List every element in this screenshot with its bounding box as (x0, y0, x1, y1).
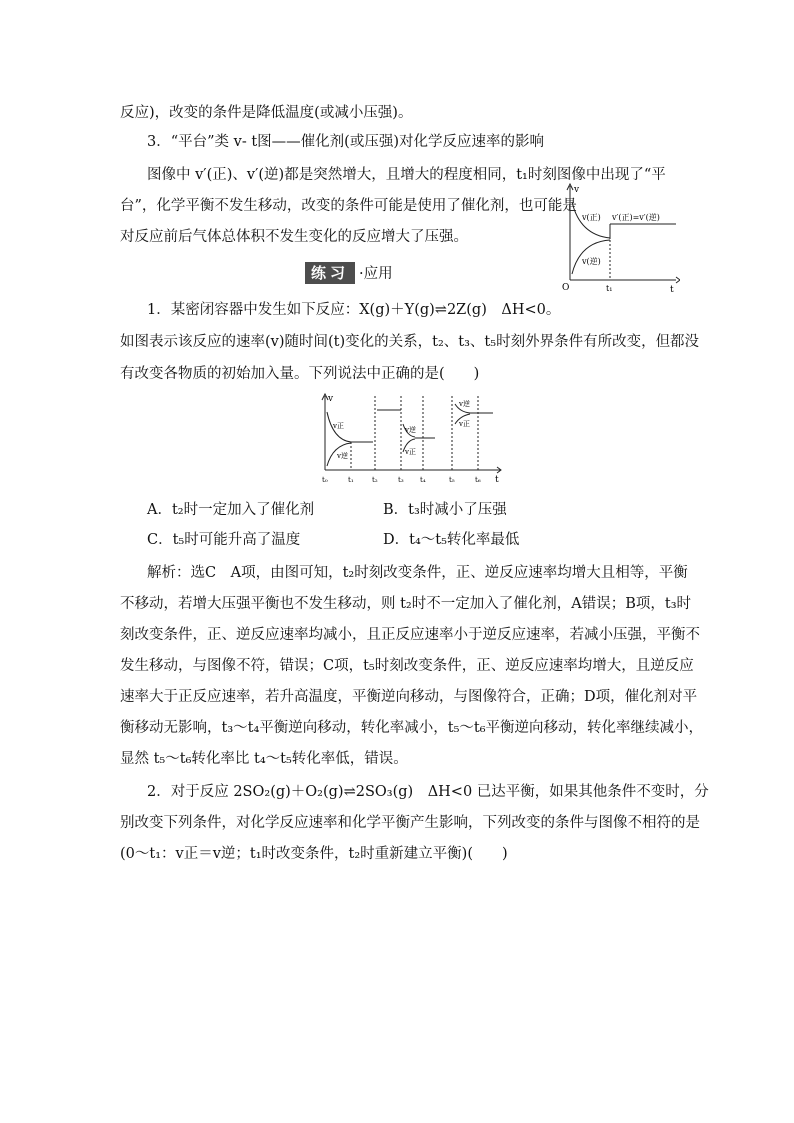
label-vni: v逆 (405, 426, 416, 434)
label-v-eq: v′(正)=v′(逆) (612, 213, 660, 222)
tick-label: t₃ (398, 476, 404, 484)
subheading: 3．“平台”类 v- t图——催化剂(或压强)对化学反应速率的影响 (147, 134, 544, 150)
solution-line: 刻改变条件，正、逆反应速率均减小，且正反应速率小于逆反应速率，若减小压强，平衡不 (120, 627, 700, 643)
solution-line: 不移动，若增大压强平衡也不发生移动，则 t₂时不一定加入了催化剂，A错误；B项，t₃时 (120, 596, 692, 612)
solution-line: 速率大于正反应速率，若升高温度，平衡逆向移动，与图像符合，正确；D项，催化剂对平 (120, 689, 698, 705)
label-vzheng: v正 (459, 420, 470, 428)
text-line: 对反应前后气体总体积不发生变化的反应增大了压强。 (120, 229, 468, 245)
solution-line: 解析：选C A项，由图可知，t₂时刻改变条件，正、逆反应速率均增大且相等，平衡 (147, 565, 688, 581)
solution-line: 衡移动无影响，t₃～t₄平衡逆向移动，转化率减小，t₅～t₆平衡逆向移动，转化率继续减小， (120, 720, 704, 736)
axis-origin: O (562, 283, 570, 293)
label-v-ni: v(逆) (582, 257, 601, 266)
tick-label: t₅ (449, 476, 455, 484)
solution-line: 发生移动，与图像不符，错误；C项，t₅时刻改变条件，正、逆反应速率均增大，且逆反应 (120, 658, 694, 674)
label-vzheng: v正 (333, 422, 344, 430)
solution-line: 显然 t₅～t₆转化率比 t₄～t₅转化率低，错误。 (120, 751, 408, 767)
text-line: 台”，化学平衡不发生移动，改变的条件可能是使用了催化剂，也可能是 (120, 198, 577, 214)
option-c: C．t₅时可能升高了温度 (147, 532, 301, 548)
axis-v: v (328, 394, 334, 404)
tick-t1: t₁ (606, 284, 613, 293)
section-title: ·应用 (359, 266, 393, 282)
text-line: 反应)，改变的条件是降低温度(或减小压强)。 (120, 105, 413, 121)
section-header (305, 262, 393, 284)
tick-label: t₂ (372, 476, 378, 484)
label-vzheng: v正 (405, 448, 416, 456)
question-1: 1．某密闭容器中发生如下反应：X(g)＋Y(g)⇌2Z(g) ΔH<0。 (147, 302, 561, 318)
tick-label: t₆ (475, 476, 481, 484)
text-line: 如图表示该反应的速率(v)随时间(t)变化的关系，t₂、t₃、t₅时刻外界条件有所改变，但都没 (120, 334, 700, 350)
text-line: 别改变下列条件，对化学反应速率和化学平衡产生影响，下列改变的条件与图像不相符的是 (120, 815, 700, 831)
tick-label: t₁ (348, 476, 354, 484)
axis-t: t (670, 285, 674, 295)
rate-time-graph (315, 392, 505, 487)
question-2: 2．对于反应 2SO₂(g)＋O₂(g)⇌2SO₃(g) ΔH<0 已达平衡，如果其他条件不变时，分 (147, 784, 709, 800)
tick-label: t₀ (322, 476, 328, 484)
tick-label: t₄ (420, 476, 426, 484)
option-d: D．t₄～t₅转化率最低 (383, 532, 520, 548)
label-vni: v逆 (459, 400, 470, 408)
label-vni: v逆 (337, 452, 348, 460)
axis-t: t (495, 475, 499, 485)
platform-vt-graph (560, 180, 680, 295)
text-line: 图像中 v′(正)、v′(逆)都是突然增大，且增大的程度相同，t₁时刻图像中出现了“平 (147, 167, 666, 183)
option-a: A．t₂时一定加入了催化剂 (147, 502, 315, 518)
axis-v: v (574, 185, 580, 195)
option-b: B．t₃时减小了压强 (383, 502, 507, 518)
label-v-zheng: v(正) (582, 213, 601, 222)
text-line: (0～t₁：v正＝v逆；t₁时改变条件，t₂时重新建立平衡)( ) (120, 846, 508, 862)
practice-badge: 练习 (305, 262, 355, 284)
text-line: 有改变各物质的初始加入量。下列说法中正确的是( ) (120, 366, 480, 382)
